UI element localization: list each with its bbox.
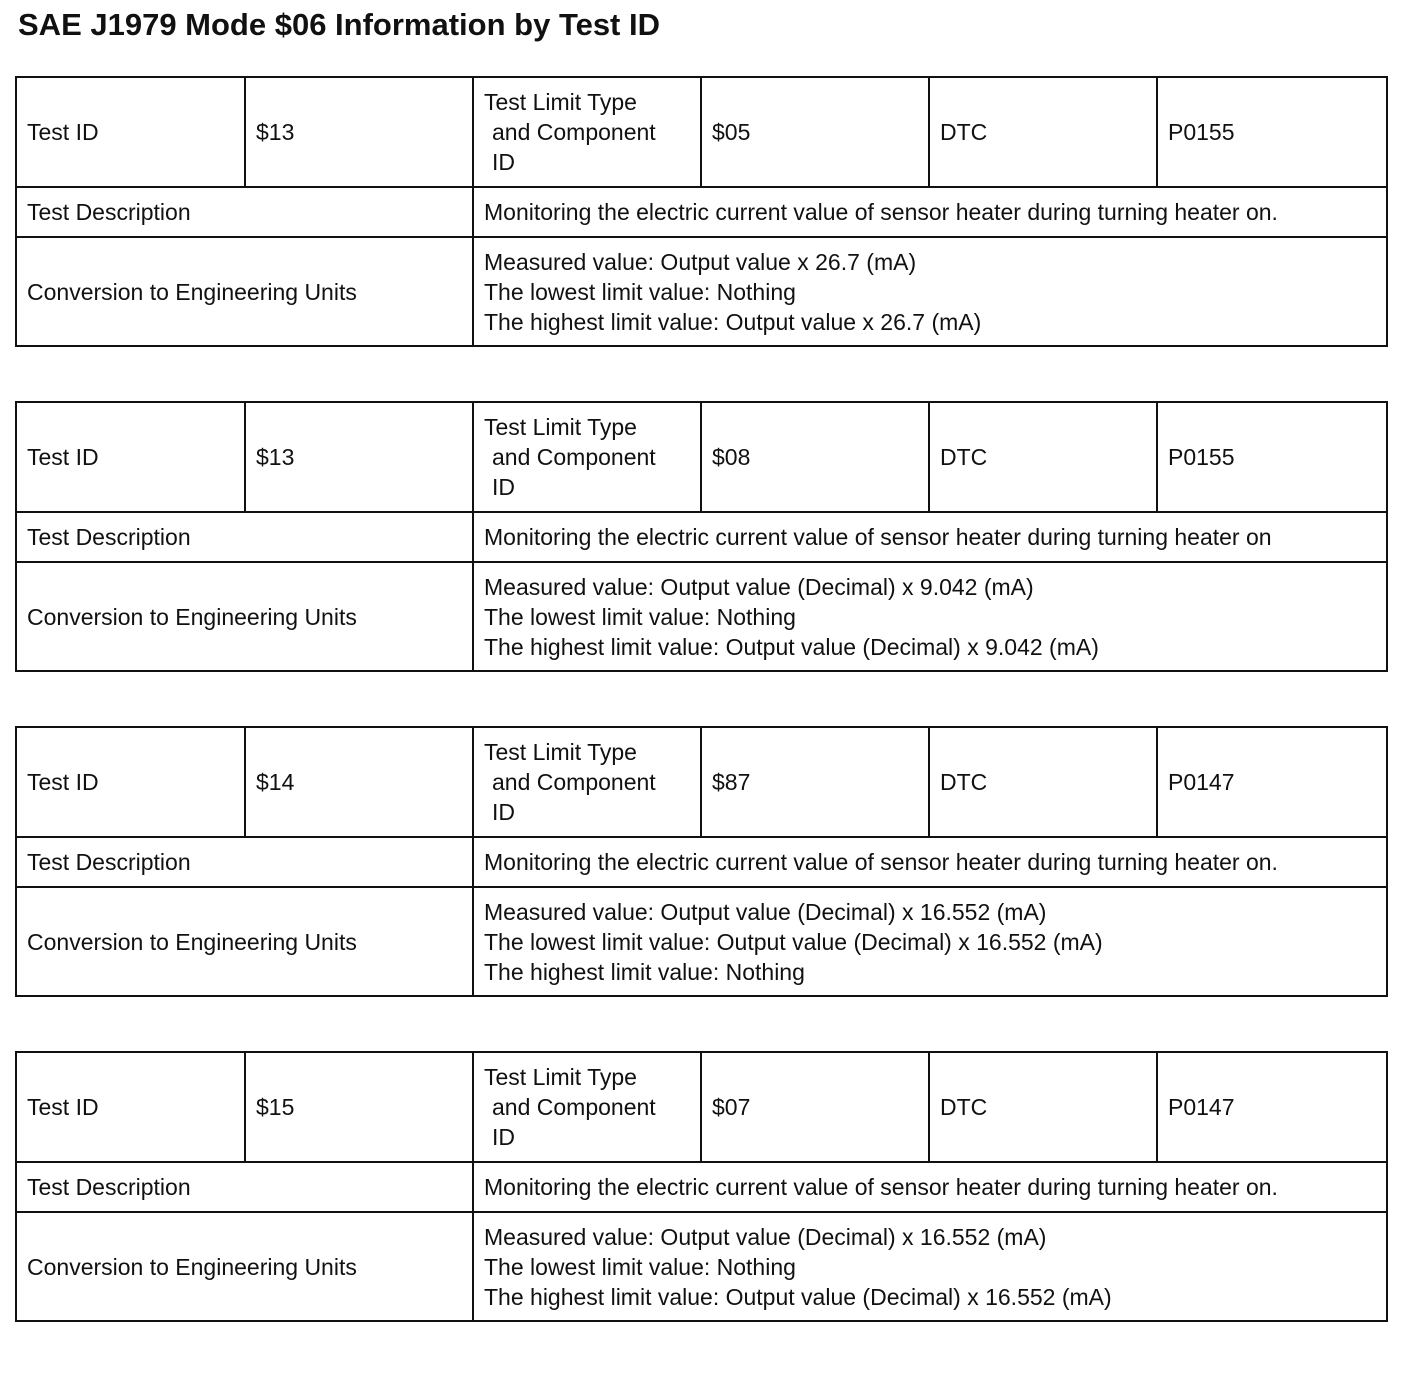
test-description-value: Monitoring the electric current value of sensor heater during turning heater on. [473,187,1387,237]
test-description-label: Test Description [16,512,473,562]
limit-type-value: $05 [701,77,929,187]
test-id-label: Test ID [16,1052,245,1162]
dtc-value: P0147 [1157,727,1387,837]
description-row [16,512,1387,562]
conversion-line: The highest limit value: Output value x 26.7 (mA) [484,308,982,335]
test-id-value: $13 [245,402,473,512]
test-description-value: Monitoring the electric current value of sensor heater during turning heater on. [473,837,1387,887]
test-id-label: Test ID [16,727,245,837]
page-title: SAE J1979 Mode $06 Information by Test ID [18,7,660,42]
conversion-value [473,237,1387,346]
conversion-label: Conversion to Engineering Units [16,237,473,346]
test-block [15,76,1388,347]
test-description-value: Monitoring the electric current value of sensor heater during turning heater on [473,512,1387,562]
limit-type-label-line: and Component [492,119,656,145]
conversion-label: Conversion to Engineering Units [16,562,473,671]
conversion-line: The lowest limit value: Nothing [484,1253,796,1280]
test-description-label: Test Description [16,1162,473,1212]
conversion-line: Measured value: Output value (Decimal) x 16.552 (mA) [484,1223,1047,1250]
limit-type-label-line: Test Limit Type [484,414,637,440]
limit-type-label [473,1052,701,1162]
test-block [15,1051,1388,1322]
limit-type-label-line: and Component [492,1094,656,1120]
test-id-label: Test ID [16,402,245,512]
limit-type-value: $07 [701,1052,929,1162]
description-row [16,837,1387,887]
test-description-label: Test Description [16,187,473,237]
dtc-value: P0155 [1157,77,1387,187]
test-id-value: $15 [245,1052,473,1162]
limit-type-label-line: ID [492,474,515,500]
limit-type-label [473,402,701,512]
conversion-line: The lowest limit value: Nothing [484,603,796,630]
dtc-label: DTC [929,77,1157,187]
dtc-label: DTC [929,1052,1157,1162]
limit-type-label-line: Test Limit Type [484,89,637,115]
test-description-label: Test Description [16,837,473,887]
limit-type-label [473,727,701,837]
dtc-label: DTC [929,402,1157,512]
conversion-row [16,887,1387,996]
test-block [15,401,1388,672]
conversion-label: Conversion to Engineering Units [16,887,473,996]
conversion-label: Conversion to Engineering Units [16,1212,473,1321]
limit-type-label-line: ID [492,799,515,825]
header-row [16,1052,1387,1162]
limit-type-label-line: and Component [492,769,656,795]
dtc-value: P0147 [1157,1052,1387,1162]
limit-type-label-line: Test Limit Type [484,739,637,765]
dtc-label: DTC [929,727,1157,837]
header-row [16,402,1387,512]
conversion-line: The lowest limit value: Output value (Decimal) x 16.552 (mA) [484,928,1103,955]
conversion-line: Measured value: Output value (Decimal) x 9.042 (mA) [484,573,1034,600]
header-row [16,77,1387,187]
conversion-line: The lowest limit value: Nothing [484,278,796,305]
limit-type-label-line: ID [492,1124,515,1150]
test-id-label: Test ID [16,77,245,187]
limit-type-value: $87 [701,727,929,837]
conversion-line: Measured value: Output value x 26.7 (mA) [484,248,917,275]
conversion-line: Measured value: Output value (Decimal) x 16.552 (mA) [484,898,1047,925]
test-block [15,726,1388,997]
conversion-value [473,1212,1387,1321]
limit-type-label-line: ID [492,149,515,175]
description-row [16,1162,1387,1212]
test-id-value: $14 [245,727,473,837]
test-id-value: $13 [245,77,473,187]
conversion-value [473,887,1387,996]
dtc-value: P0155 [1157,402,1387,512]
conversion-row [16,237,1387,346]
description-row [16,187,1387,237]
conversion-value [473,562,1387,671]
conversion-row [16,562,1387,671]
limit-type-label [473,77,701,187]
conversion-line: The highest limit value: Output value (Decimal) x 9.042 (mA) [484,633,1099,660]
conversion-line: The highest limit value: Nothing [484,958,805,985]
limit-type-value: $08 [701,402,929,512]
conversion-row [16,1212,1387,1321]
test-description-value: Monitoring the electric current value of sensor heater during turning heater on. [473,1162,1387,1212]
test-blocks [15,76,1386,1376]
limit-type-label-line: Test Limit Type [484,1064,637,1090]
header-row [16,727,1387,837]
conversion-line: The highest limit value: Output value (Decimal) x 16.552 (mA) [484,1283,1112,1310]
limit-type-label-line: and Component [492,444,656,470]
